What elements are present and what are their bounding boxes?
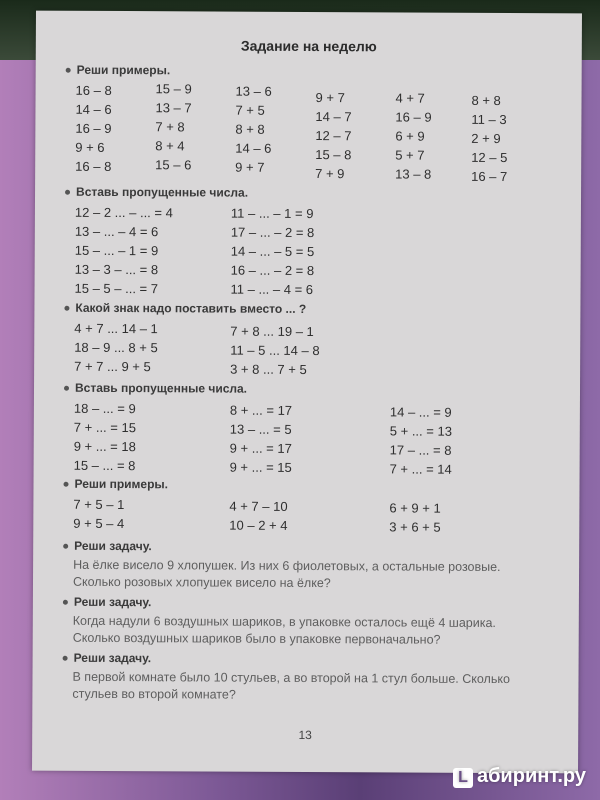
page-number: 13 [298, 727, 312, 743]
example: 14 – 6 [75, 101, 112, 117]
bullet-icon [63, 482, 68, 487]
example: 11 – 5 ... 14 – 8 [230, 342, 320, 359]
example: 13 – ... = 5 [229, 421, 292, 437]
section-heading: Реши задачу. [63, 539, 152, 553]
watermark: L абиринт.ру [453, 765, 586, 788]
example: 14 – ... – 5 = 5 [230, 243, 315, 260]
example: 11 – ... – 4 = 6 [230, 281, 314, 298]
bullet-icon [64, 386, 69, 391]
example: 15 – ... – 1 = 9 [74, 242, 159, 259]
example: 9 + 7 [315, 90, 345, 106]
example: 16 – 8 [75, 158, 112, 174]
section-heading: Какой знак надо поставить вместо ... ? [64, 301, 306, 316]
example: 16 – 7 [471, 168, 508, 185]
bullet-icon [64, 306, 69, 311]
example: 16 – ... – 2 = 8 [230, 262, 315, 279]
example: 9 + ... = 15 [229, 459, 292, 475]
example: 7 + 8 [155, 119, 185, 135]
bullet-icon [63, 544, 68, 549]
example: 8 + 4 [155, 138, 185, 154]
task-text: Когда надули 6 воздушных шариков, в упаковке осталось ещё 4 шарика. Сколько воздушных шариков было в упаковке первоначально? [72, 613, 496, 647]
section-heading: Вставь пропущенные числа. [64, 381, 247, 396]
example: 15 – 5 – ... = 7 [74, 280, 159, 297]
example: 9 + 5 – 4 [73, 515, 125, 532]
example: 8 + 8 [235, 121, 265, 137]
example: 7 + 8 ... 19 – 1 [230, 323, 314, 340]
task-text: В первой комнате было 10 стульев, а во второй на 1 стул больше. Сколько стульев во второй комнате? [72, 669, 510, 702]
example: 11 – ... – 1 = 9 [230, 205, 314, 222]
example: 12 – 2 ... – ... = 4 [74, 204, 173, 221]
bullet-icon [66, 68, 71, 73]
example: 12 – 5 [471, 149, 508, 166]
example: 5 + 7 [395, 147, 425, 163]
example: 9 + ... = 17 [229, 440, 292, 456]
bullet-icon [63, 656, 68, 661]
task-text: На ёлке висело 9 хлопушек. Из них 6 фиолетовых, а остальные розовые. Сколько розовых хлопушек висело на ёлке? [72, 557, 501, 591]
example: 7 + 5 – 1 [73, 496, 125, 513]
example: 13 – ... – 4 = 6 [74, 223, 159, 240]
example: 18 – ... = 9 [73, 400, 136, 417]
example: 8 + 8 [471, 92, 501, 109]
example: 16 – 9 [395, 109, 432, 125]
example: 2 + 9 [471, 130, 501, 147]
section-heading: Реши примеры. [66, 63, 171, 78]
example: 10 – 2 + 4 [229, 517, 288, 533]
example: 14 – 7 [315, 109, 352, 125]
example: 12 – 7 [315, 128, 352, 144]
example: 4 + 7 ... 14 – 1 [74, 320, 158, 337]
page-title: Задание на неделю [240, 37, 377, 55]
bullet-icon [65, 190, 70, 195]
example: 7 + 7 ... 9 + 5 [74, 358, 151, 375]
example: 13 – 7 [155, 100, 192, 116]
example: 9 + ... = 18 [73, 438, 136, 455]
example: 7 + ... = 14 [389, 461, 452, 477]
labirint-logo-icon: L [453, 768, 473, 788]
example: 15 – ... = 8 [73, 457, 136, 474]
example: 17 – ... = 8 [389, 442, 452, 458]
section-heading: Реши задачу. [63, 651, 152, 665]
example: 6 + 9 + 1 [389, 500, 441, 516]
example: 8 + ... = 17 [229, 402, 293, 418]
example: 16 – 8 [75, 82, 112, 98]
example: 9 + 7 [235, 159, 265, 175]
example: 13 – 6 [235, 83, 272, 99]
section-heading: Реши примеры. [63, 477, 168, 492]
example: 14 – ... = 9 [389, 404, 452, 420]
workbook-page [32, 11, 582, 774]
example: 14 – 6 [235, 140, 272, 156]
example: 13 – 3 – ... = 8 [74, 261, 159, 278]
example: 15 – 9 [155, 81, 192, 97]
example: 15 – 8 [315, 147, 352, 163]
example: 4 + 7 [395, 90, 425, 106]
example: 16 – 9 [75, 120, 112, 136]
example: 7 + 9 [315, 166, 345, 182]
example: 11 – 3 [471, 111, 507, 128]
section-heading: Вставь пропущенные числа. [65, 185, 248, 200]
example: 7 + 5 [235, 102, 265, 118]
example: 7 + ... = 15 [73, 419, 137, 436]
bullet-icon [63, 600, 68, 605]
example: 13 – 8 [395, 166, 432, 182]
example: 3 + 6 + 5 [389, 519, 441, 535]
example: 18 – 9 ... 8 + 5 [74, 339, 158, 356]
example: 4 + 7 – 10 [229, 498, 288, 514]
example: 15 – 6 [155, 157, 192, 173]
section-heading: Реши задачу. [63, 595, 152, 609]
example: 17 – ... – 2 = 8 [230, 224, 315, 241]
example: 5 + ... = 13 [389, 423, 452, 439]
example: 3 + 8 ... 7 + 5 [230, 361, 307, 377]
example: 6 + 9 [395, 128, 425, 144]
example: 9 + 6 [75, 139, 105, 155]
